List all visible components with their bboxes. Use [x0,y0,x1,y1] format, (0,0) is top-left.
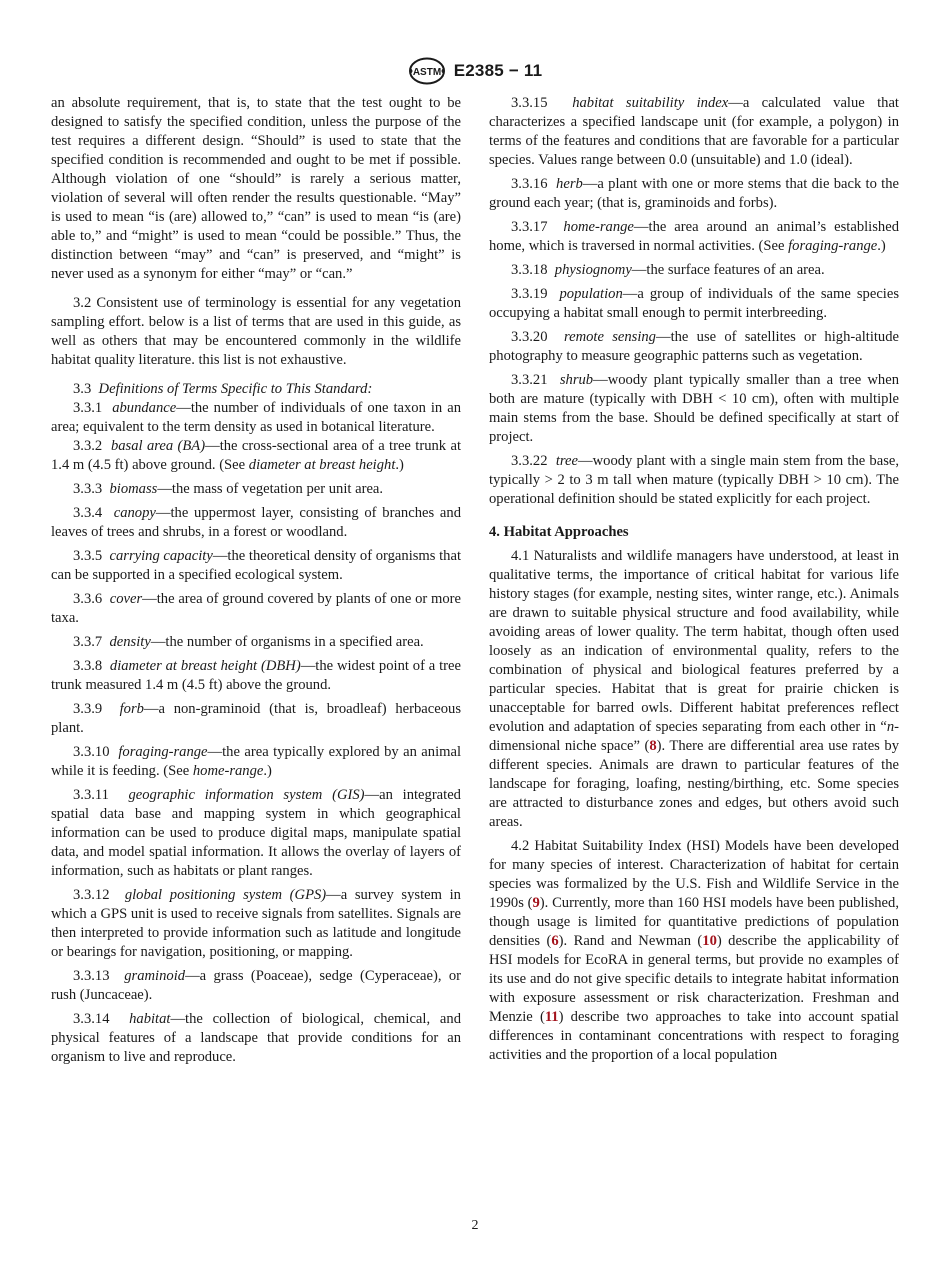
definition-3-3-21: 3.3.21 shrub—woody plant typically smaller than a tree when both are mature (typically with DBH < 10 cm), often with multiple main stems from the base. Should be defined specifically at start of project. [489,372,899,445]
page-number: 2 [471,1218,479,1233]
paragraph-4-2: 4.2 Habitat Suitability Index (HSI) Models have been developed for many species of interest. Characterization of habitat for certain species was formalized by the U.S. Fish and Wildlife Service in the 1990s (9). Currently, more than 160 HSI models have been published, though usage is limited for quantitative predictions of population densities (6). Rand and Newman (10) describe the applicability of HSI models for EcoRA in general terms, but provide no examples of its use and do not give specific details to integrate habitat information with exposure assessment or risk characterization. Freshman and Menzie (11) describe two approaches to take into account spatial differences in contaminant concentrations with respect to foraging activities and the proportion of a local population [489,838,899,1063]
definition-3-3-7: 3.3.7 density—the number of organisms in a specified area. [73,634,424,650]
definition-3-3-11: 3.3.11 geographic information system (GIS)—an integrated spatial data base and mapping system in which geographical information can be used to produce digital maps, manipulate spatial data, and model spatial information. It allows the overlay of layers of information, such as habitats or plant ranges. [51,787,461,879]
definition-3-3-4: 3.3.4 canopy—the uppermost layer, consisting of branches and leaves of trees and shrubs, in a forest or woodland. [51,505,461,540]
right-column [489,94,899,1070]
reference-link[interactable]: 8 [649,738,657,754]
astm-logo-icon [408,56,446,86]
definition-3-3-1: 3.3.1 abundance—the number of individuals of one taxon in an area; equivalent to the term density as used in botanical literature. [51,400,462,435]
definition-3-3-20: 3.3.20 remote sensing—the use of satellites or high-altitude photography to measure geographic patterns such as vegetation. [489,329,900,364]
definition-3-3-18: 3.3.18 physiognomy—the surface features of an area. [511,262,825,278]
definition-3-3-9: 3.3.9 forb—a non-graminoid (that is, broadleaf) herbaceous plant. [51,701,461,736]
definition-3-3-6: 3.3.6 cover—the area of ground covered by plants of one or more taxa. [51,591,461,626]
definition-3-3-12: 3.3.12 global positioning system (GPS)—a survey system in which a GPS unit is used to receive signals from satellites. Signals are then interpreted to provide information such as latitude and longitude or bearings for navigation, positioning, or mapping. [51,887,461,960]
reference-link[interactable]: 9 [532,895,540,911]
definition-3-3-5: 3.3.5 carrying capacity—the theoretical density of organisms that can be supported in a specified ecological system. [51,548,462,583]
section-heading-habitat-approaches: 4. Habitat Approaches [489,524,629,540]
definition-3-3-14: 3.3.14 habitat—the collection of biological, chemical, and physical features of a landscape that provide conditions for an organism to live and reproduce. [51,1011,461,1065]
definition-3-3-17: 3.3.17 home-range—the area around an animal’s established home, which is traversed in normal activities. (See foraging-range.) [489,219,899,254]
definition-3-3-22: 3.3.22 tree—woody plant with a single main stem from the base, typically > 2 to 3 m tall when mature (typically DBH > 10 cm). The operational definition should be stated explicitly for each project. [489,453,899,507]
definition-3-3-3: 3.3.3 biomass—the mass of vegetation per unit area. [73,481,384,497]
paragraph-continuation: an absolute requirement, that is, to state that the test ought to be designed to satisfy the specified condition, unless the purpose of the test requires a different design. “Should” is used to state that the specified condition is recommended and ought to be met if possible. Although violation of one “should” is rarely a serious matter, violation of several will often render the results questionable. “May” is used to mean “is (are) allowed to,” “can” is used to mean “is (are) able to,” and “might” is used to mean “could be possible.” Thus, the distinction between “may” and “can” is preserved, and “might” is never used as a synonym for either “may” or “can.” [51,95,461,282]
left-column [51,94,461,1072]
paragraph-3-2: 3.2 Consistent use of terminology is essential for any vegetation sampling effort. below is a list of terms that are used in this guide, as well as others that may be encountered commonly in the wildlife habitat quality literature. this list is not exhaustive. [51,295,461,368]
reference-link[interactable]: 10 [702,933,717,949]
definition-3-3-19: 3.3.19 population—a group of individuals of the same species occupying a habitat small enough to permit interbreeding. [489,286,900,321]
definition-3-3-8: 3.3.8 diameter at breast height (DBH)—the widest point of a tree trunk measured 1.4 m (4.5 ft) above the ground. [51,658,461,693]
paragraph-3-3: 3.3 Definitions of Terms Specific to This Standard: [73,381,373,397]
page-header [0,54,950,88]
definition-3-3-13: 3.3.13 graminoid—a grass (Poaceae), sedge (Cyperaceae), or rush (Juncaceae). [51,968,462,1003]
reference-link[interactable]: 11 [544,1009,559,1025]
definition-3-3-2: 3.3.2 basal area (BA)—the cross-sectional area of a tree trunk at 1.4 m (4.5 ft) above ground. (See diameter at breast height.) [51,438,462,473]
paragraph-4-1: 4.1 Naturalists and wildlife managers have understood, at least in qualitative terms, the importance of critical habitat for various life history stages (for example, nesting sites, winter range, etc.). Animals are drawn to suitable physical structure and food availability, while avoiding areas of lower quality. The term habitat, though often used loosely as an indication of environmental quality, refers to the combination of physical and biological features preferred by a particular species. Habitat that is great for prairie chicken is unacceptable for barred owls. Different habitat preferences reflect evolution and adaptation of species separating from each other in “n-dimensional niche space” (8). There are differential area use rates by different species. Animals are drawn to particular features of the landscape for foraging, loafing, nesting/birthing, etc. Some species are attracted to disturbance zones and edges, but others avoid such areas. [489,548,899,830]
definition-3-3-16: 3.3.16 herb—a plant with one or more stems that die back to the ground each year; (that is, graminoids and forbs). [489,176,899,211]
astm-logo-text: ASTM [412,67,441,78]
definition-3-3-15: 3.3.15 habitat suitability index—a calculated value that characterizes a specified landscape unit (for example, a polygon) in terms of the features and conditions that are favorable for a particular species. Values range between 0.0 (unsuitable) and 1.0 (ideal). [489,95,899,168]
reference-link[interactable]: 6 [551,933,559,949]
definition-3-3-10: 3.3.10 foraging-range—the area typically explored by an animal while it is feeding. (See home-range.) [51,744,462,779]
document-id: E2385 − 11 [453,61,543,80]
